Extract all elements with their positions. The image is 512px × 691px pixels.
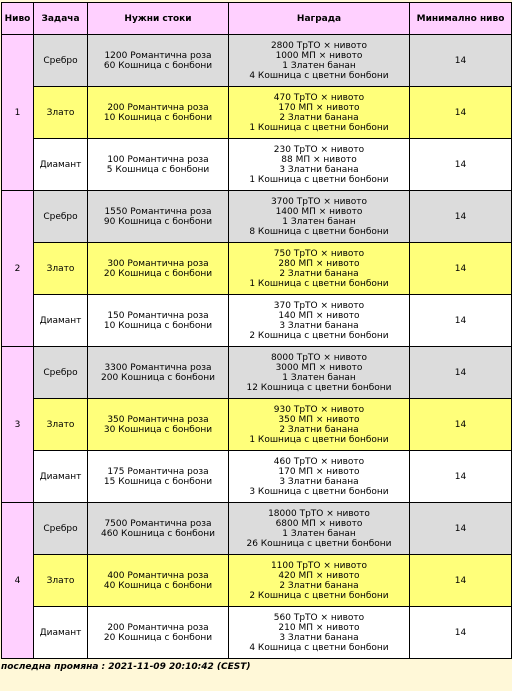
task-cell: Сребро bbox=[34, 347, 88, 399]
goods-line: 7500 Романтична роза bbox=[104, 518, 212, 529]
goods-line: 200 Романтична роза bbox=[107, 622, 209, 633]
reward-cell bbox=[229, 191, 410, 243]
min-level-cell: 14 bbox=[410, 607, 512, 659]
reward-line: 210 МП × нивото bbox=[278, 622, 360, 633]
reward-line: 1 Кошница с цветни бонбони bbox=[249, 278, 389, 289]
reward-line: 2 Кошница с цветни бонбони bbox=[249, 590, 389, 601]
goods-line: 3300 Романтична роза bbox=[104, 362, 212, 373]
level-cell: 2 bbox=[2, 191, 34, 347]
level-cell: 3 bbox=[2, 347, 34, 503]
reward-line: 930 ТрТО × нивото bbox=[273, 404, 365, 415]
reward-line: 1 Златен банан bbox=[282, 372, 356, 383]
reward-cell bbox=[229, 87, 410, 139]
goods-cell bbox=[88, 555, 229, 607]
goods-line: 30 Кошница с бонбони bbox=[103, 424, 213, 435]
goods-line: 15 Кошница с бонбони bbox=[103, 476, 213, 487]
reward-cell bbox=[229, 555, 410, 607]
reward-line: 8000 ТрТО × нивото bbox=[270, 352, 368, 363]
goods-line: 350 Романтична роза bbox=[107, 414, 209, 425]
min-level-cell: 14 bbox=[410, 139, 512, 191]
reward-line: 3 Златни банана bbox=[279, 476, 359, 487]
task-cell: Злато bbox=[34, 399, 88, 451]
reward-line: 460 ТрТО × нивото bbox=[273, 456, 365, 467]
min-level-cell: 14 bbox=[410, 295, 512, 347]
reward-cell bbox=[229, 451, 410, 503]
task-cell: Злато bbox=[34, 87, 88, 139]
quest-body bbox=[2, 35, 512, 659]
reward-line: 2 Златни банана bbox=[279, 112, 359, 123]
task-cell: Диамант bbox=[34, 139, 88, 191]
min-level-cell: 14 bbox=[410, 347, 512, 399]
goods-line: 200 Романтична роза bbox=[107, 102, 209, 113]
reward-line: 350 МП × нивото bbox=[278, 414, 360, 425]
reward-line: 4 Кошница с цветни бонбони bbox=[249, 70, 389, 81]
task-cell: Диамант bbox=[34, 451, 88, 503]
goods-cell bbox=[88, 139, 229, 191]
goods-line: 150 Романтична роза bbox=[107, 310, 209, 321]
table-row bbox=[2, 191, 512, 243]
table-row bbox=[2, 503, 512, 555]
reward-line: 4 Кошница с цветни бонбони bbox=[249, 642, 389, 653]
task-cell: Злато bbox=[34, 243, 88, 295]
table-row bbox=[2, 295, 512, 347]
reward-line: 1 Кошница с цветни бонбони bbox=[249, 174, 389, 185]
reward-line: 3 Златни банана bbox=[279, 320, 359, 331]
goods-line: 100 Романтична роза bbox=[107, 154, 209, 165]
reward-line: 3700 ТрТО × нивото bbox=[270, 196, 368, 207]
goods-cell bbox=[88, 191, 229, 243]
level-cell: 4 bbox=[2, 503, 34, 659]
min-level-cell: 14 bbox=[410, 451, 512, 503]
goods-line: 300 Романтична роза bbox=[107, 258, 209, 269]
min-level-cell: 14 bbox=[410, 503, 512, 555]
table-row bbox=[2, 451, 512, 503]
reward-line: 12 Кошница с цветни бонбони bbox=[246, 382, 392, 393]
goods-line: 10 Кошница с бонбони bbox=[103, 320, 213, 331]
goods-cell bbox=[88, 295, 229, 347]
goods-cell bbox=[88, 87, 229, 139]
reward-line: 1000 МП × нивото bbox=[275, 50, 363, 61]
quest-table bbox=[1, 2, 512, 659]
goods-cell bbox=[88, 607, 229, 659]
reward-line: 1 Златен банан bbox=[282, 216, 356, 227]
last-modified: последна промяна : 2021-11-09 20:10:42 (CEST) bbox=[1, 662, 251, 672]
reward-line: 3 Кошница с цветни бонбони bbox=[249, 486, 389, 497]
goods-line: 40 Кошница с бонбони bbox=[103, 580, 213, 591]
table-row bbox=[2, 35, 512, 87]
task-cell: Сребро bbox=[34, 191, 88, 243]
min-level-cell: 14 bbox=[410, 555, 512, 607]
reward-line: 140 МП × нивото bbox=[278, 310, 360, 321]
table-row bbox=[2, 87, 512, 139]
reward-line: 170 МП × нивото bbox=[278, 466, 360, 477]
reward-line: 560 ТрТО × нивото bbox=[273, 612, 365, 623]
reward-line: 1 Кошница с цветни бонбони bbox=[249, 122, 389, 133]
task-cell: Злато bbox=[34, 555, 88, 607]
goods-line: 460 Кошница с бонбони bbox=[101, 528, 215, 539]
header-level: Ниво bbox=[2, 3, 34, 35]
goods-cell bbox=[88, 399, 229, 451]
header-task: Задача bbox=[34, 3, 88, 35]
goods-line: 200 Кошница с бонбони bbox=[101, 372, 215, 383]
goods-line: 10 Кошница с бонбони bbox=[103, 112, 213, 123]
min-level-cell: 14 bbox=[410, 35, 512, 87]
reward-cell bbox=[229, 503, 410, 555]
task-cell: Диамант bbox=[34, 295, 88, 347]
reward-cell bbox=[229, 243, 410, 295]
goods-line: 20 Кошница с бонбони bbox=[103, 632, 213, 643]
goods-cell bbox=[88, 35, 229, 87]
reward-cell bbox=[229, 607, 410, 659]
goods-cell bbox=[88, 451, 229, 503]
table-row bbox=[2, 347, 512, 399]
reward-line: 3 Златни банана bbox=[279, 632, 359, 643]
reward-line: 26 Кошница с цветни бонбони bbox=[246, 538, 392, 549]
goods-line: 1550 Романтична роза bbox=[104, 206, 212, 217]
min-level-cell: 14 bbox=[410, 87, 512, 139]
reward-line: 1400 МП × нивото bbox=[275, 206, 363, 217]
header-goods: Нужни стоки bbox=[88, 3, 229, 35]
table-row bbox=[2, 555, 512, 607]
table-row bbox=[2, 607, 512, 659]
reward-line: 6800 МП × нивото bbox=[275, 518, 363, 529]
reward-line: 170 МП × нивото bbox=[278, 102, 360, 113]
reward-line: 280 МП × нивото bbox=[278, 258, 360, 269]
goods-line: 400 Романтична роза bbox=[107, 570, 209, 581]
goods-line: 60 Кошница с бонбони bbox=[103, 60, 213, 71]
table-row bbox=[2, 139, 512, 191]
reward-line: 2 Кошница с цветни бонбони bbox=[249, 330, 389, 341]
reward-cell bbox=[229, 139, 410, 191]
table-row bbox=[2, 243, 512, 295]
reward-line: 2 Златни банана bbox=[279, 580, 359, 591]
reward-line: 420 МП × нивото bbox=[278, 570, 360, 581]
reward-line: 2 Златни банана bbox=[279, 424, 359, 435]
header-min-level: Минимално ниво bbox=[410, 3, 512, 35]
level-cell: 1 bbox=[2, 35, 34, 191]
reward-cell bbox=[229, 35, 410, 87]
goods-cell bbox=[88, 347, 229, 399]
goods-line: 1200 Романтична роза bbox=[104, 50, 212, 61]
reward-line: 1 Кошница с цветни бонбони bbox=[249, 434, 389, 445]
reward-line: 8 Кошница с цветни бонбони bbox=[249, 226, 389, 237]
goods-line: 20 Кошница с бонбони bbox=[103, 268, 213, 279]
goods-line: 175 Романтична роза bbox=[107, 466, 209, 477]
goods-cell bbox=[88, 243, 229, 295]
reward-line: 1 Златен банан bbox=[282, 528, 356, 539]
reward-line: 230 ТрТО × нивото bbox=[273, 144, 365, 155]
reward-line: 3000 МП × нивото bbox=[275, 362, 363, 373]
min-level-cell: 14 bbox=[410, 191, 512, 243]
header-row bbox=[2, 3, 512, 35]
header-reward: Награда bbox=[229, 3, 410, 35]
reward-line: 750 ТрТО × нивото bbox=[273, 248, 365, 259]
task-cell: Сребро bbox=[34, 503, 88, 555]
reward-cell bbox=[229, 399, 410, 451]
reward-line: 370 ТрТО × нивото bbox=[273, 300, 365, 311]
reward-line: 1100 ТрТО × нивото bbox=[270, 560, 368, 571]
reward-line: 2 Златни банана bbox=[279, 268, 359, 279]
reward-cell bbox=[229, 347, 410, 399]
min-level-cell: 14 bbox=[410, 399, 512, 451]
reward-line: 3 Златни банана bbox=[279, 164, 359, 175]
task-cell: Диамант bbox=[34, 607, 88, 659]
reward-line: 2800 ТрТО × нивото bbox=[270, 40, 368, 51]
table-row bbox=[2, 399, 512, 451]
reward-line: 470 ТрТО × нивото bbox=[273, 92, 365, 103]
reward-line: 88 МП × нивото bbox=[281, 154, 357, 165]
reward-line: 1 Златен банан bbox=[282, 60, 356, 71]
reward-line: 18000 ТрТО × нивото bbox=[268, 508, 370, 519]
goods-cell bbox=[88, 503, 229, 555]
goods-line: 90 Кошница с бонбони bbox=[103, 216, 213, 227]
min-level-cell: 14 bbox=[410, 243, 512, 295]
reward-cell bbox=[229, 295, 410, 347]
task-cell: Сребро bbox=[34, 35, 88, 87]
goods-line: 5 Кошница с бонбони bbox=[106, 164, 210, 175]
